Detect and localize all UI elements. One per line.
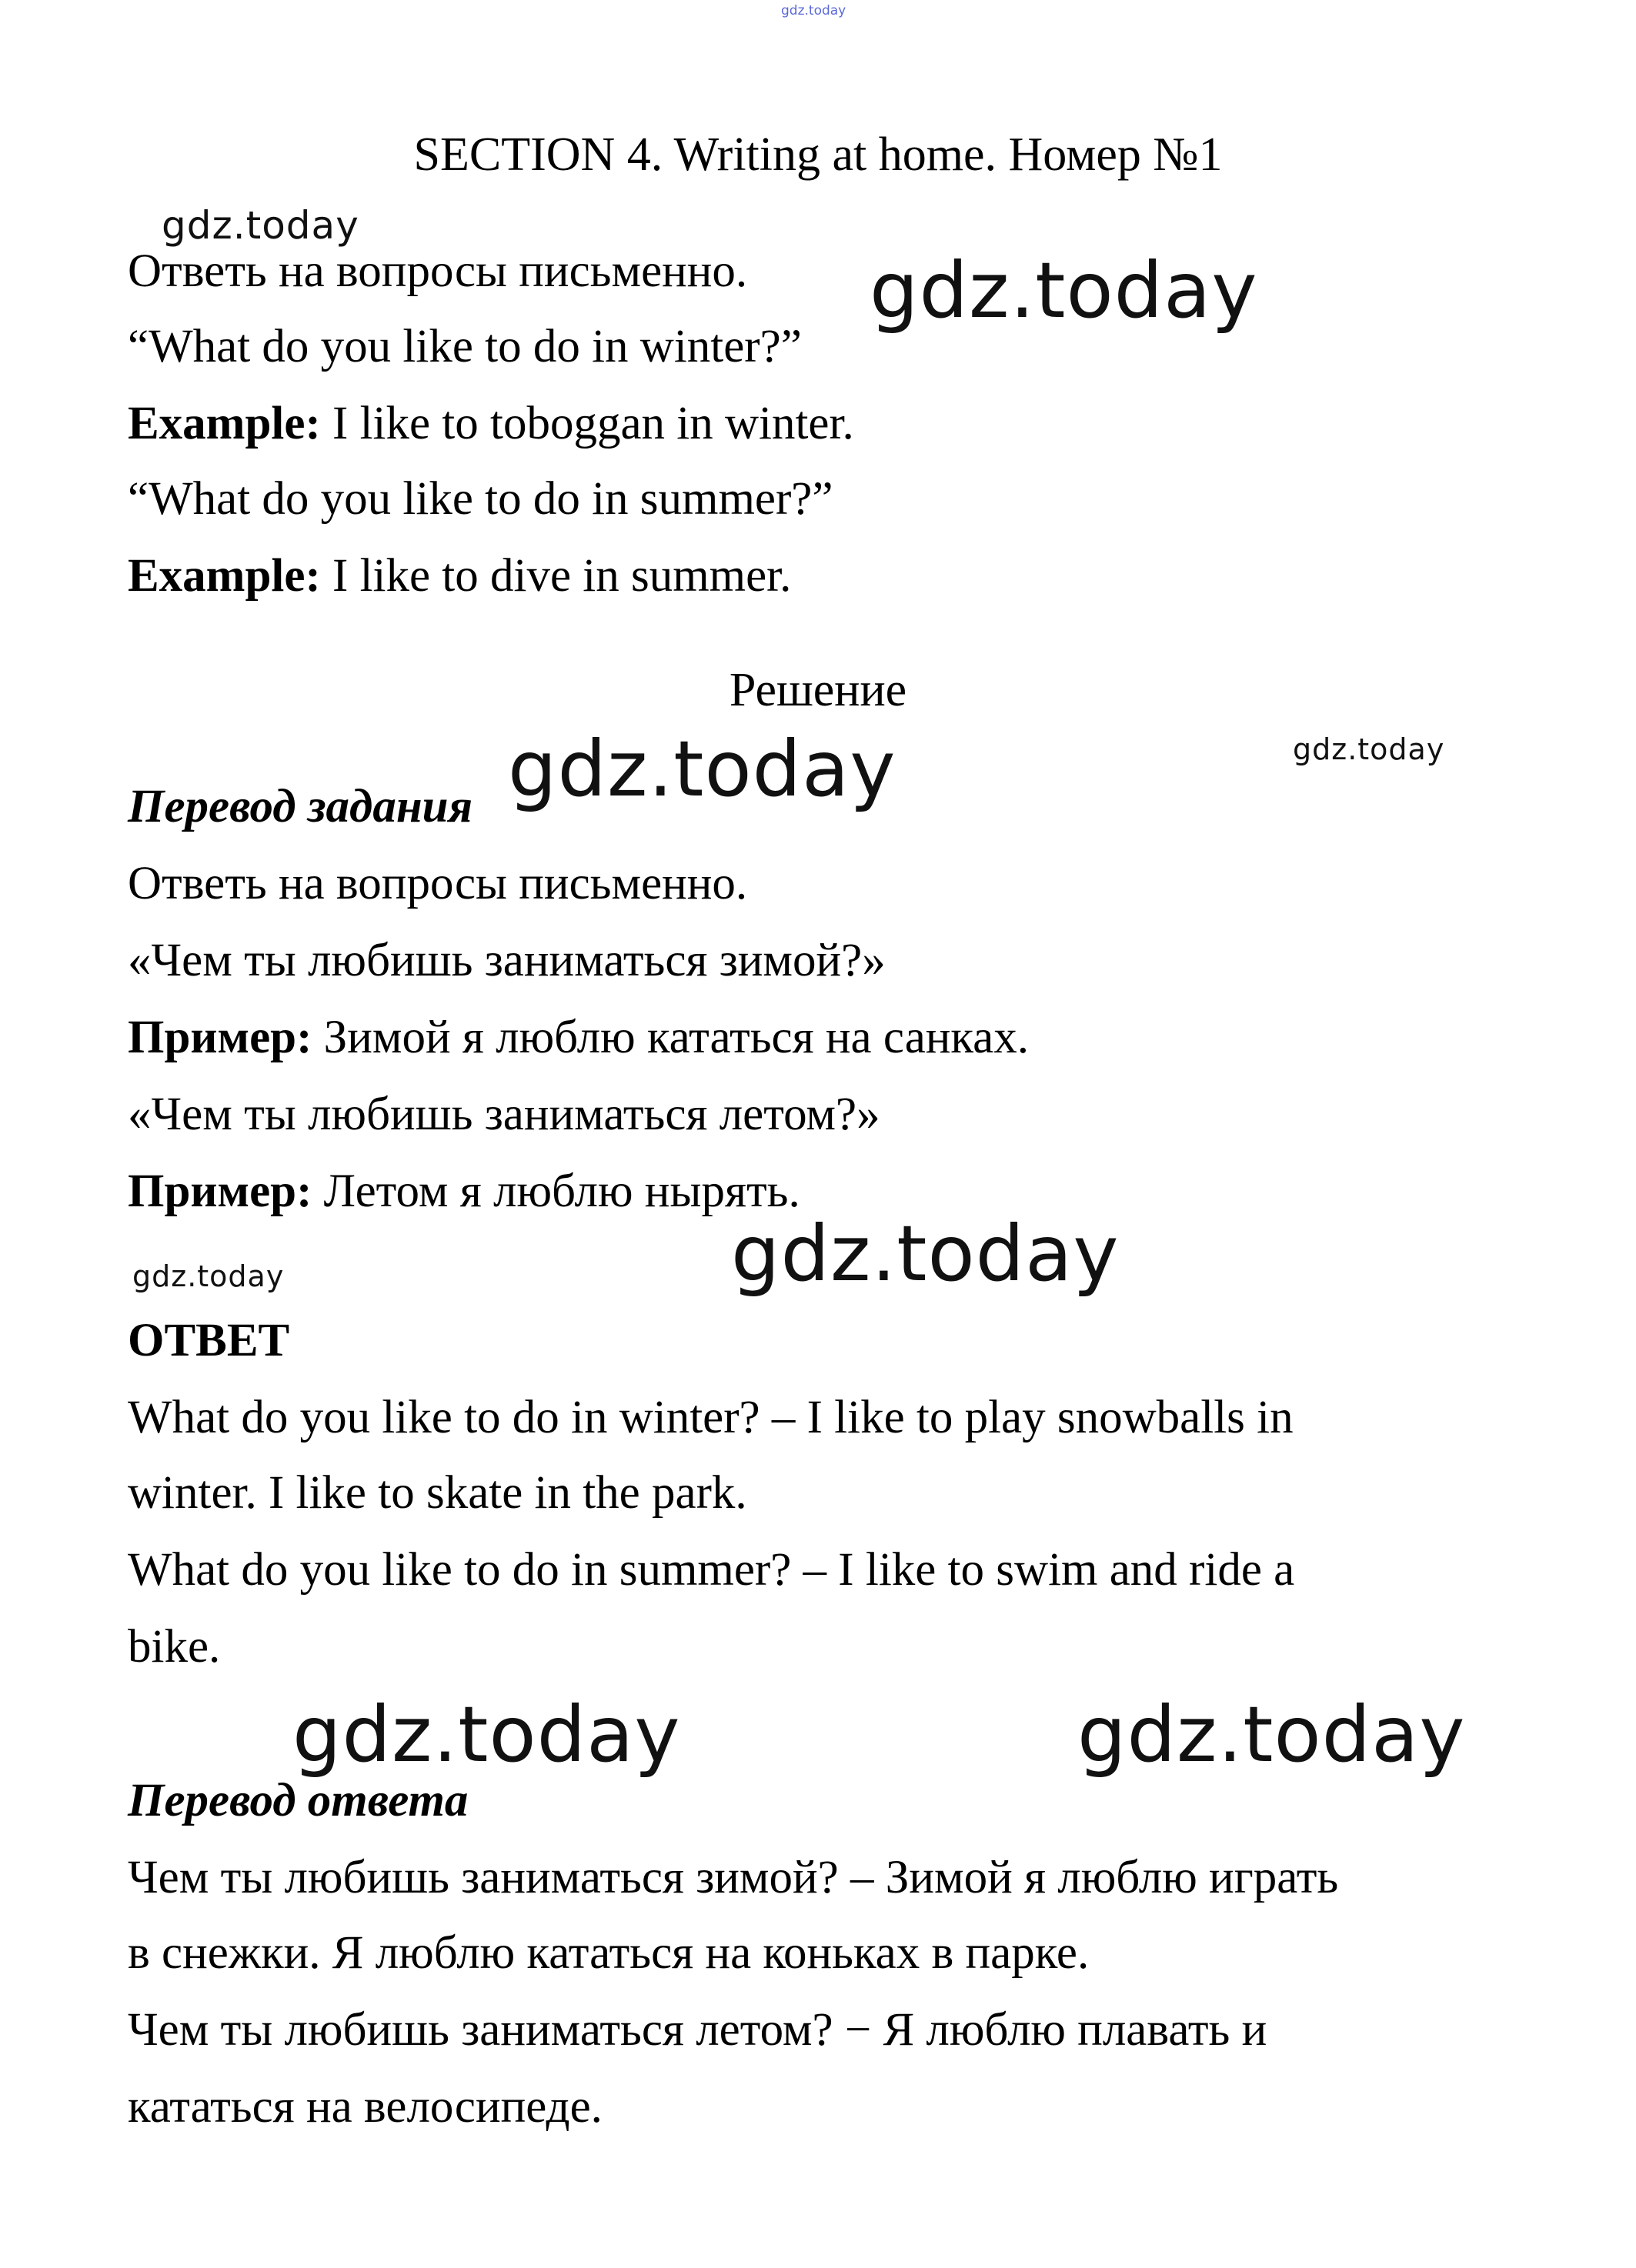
answer-line-3: What do you like to do in summer? – I like to swim and ride a [128, 1544, 1295, 1596]
answer-heading: ОТВЕТ [128, 1315, 290, 1366]
solution-heading: Решение [729, 664, 907, 716]
answer-line-1: What do you like to do in winter? – I like to play snowballs in [128, 1392, 1294, 1443]
answer-line-4: bike. [128, 1621, 221, 1673]
example-text: I like to toboggan in winter. [320, 398, 854, 449]
watermark: gdz.today [731, 1209, 1120, 1299]
answer-translation-line-3: Чем ты любишь заниматься летом? − Я люблю плавать и [128, 2004, 1267, 2056]
watermark: gdz.today [132, 1259, 285, 1293]
translation-instruction: Ответь на вопросы письменно. [128, 858, 748, 909]
example-text: I like to dive in summer. [320, 550, 792, 602]
watermark-top: gdz.today [781, 3, 846, 18]
translation-question-winter: «Чем ты любишь заниматься зимой?» [128, 935, 886, 986]
answer-translation-line-1: Чем ты любишь заниматься зимой? – Зимой я люблю играть [128, 1852, 1339, 1903]
watermark: gdz.today [870, 245, 1258, 335]
task-question-summer: “What do you like to do in summer?” [128, 473, 833, 525]
translation-example-winter [128, 1014, 1029, 1061]
answer-line-2: winter. I like to skate in the park. [128, 1467, 747, 1519]
translation-question-summer: «Чем ты любишь заниматься летом?» [128, 1089, 880, 1140]
watermark: gdz.today [162, 203, 359, 248]
example-label: Example: [128, 398, 321, 449]
task-example-summer [128, 550, 792, 602]
example-label: Пример: [128, 1012, 312, 1063]
answer-translation-line-4: кататься на велосипеде. [128, 2081, 603, 2133]
watermark: gdz.today [508, 724, 896, 814]
task-instruction: Ответь на вопросы письменно. [128, 245, 748, 297]
example-text: Летом я люблю нырять. [312, 1166, 800, 1217]
answer-translation-heading: Перевод ответа [128, 1775, 469, 1826]
watermark: gdz.today [1293, 732, 1445, 766]
watermark: gdz.today [1077, 1689, 1466, 1779]
watermark: gdz.today [292, 1689, 681, 1779]
example-label: Пример: [128, 1166, 312, 1217]
page-title: SECTION 4. Writing at home. Номер №1 [413, 128, 1223, 181]
answer-translation-line-2: в снежки. Я люблю кататься на коньках в парке. [128, 1927, 1090, 1979]
example-text: Зимой я люблю кататься на санках. [312, 1012, 1029, 1063]
task-question-winter: “What do you like to do in winter?” [128, 321, 802, 372]
translation-example-summer [128, 1168, 800, 1215]
task-example-winter [128, 400, 854, 447]
example-label: Example: [128, 550, 321, 602]
translation-heading: Перевод задания [128, 781, 473, 832]
